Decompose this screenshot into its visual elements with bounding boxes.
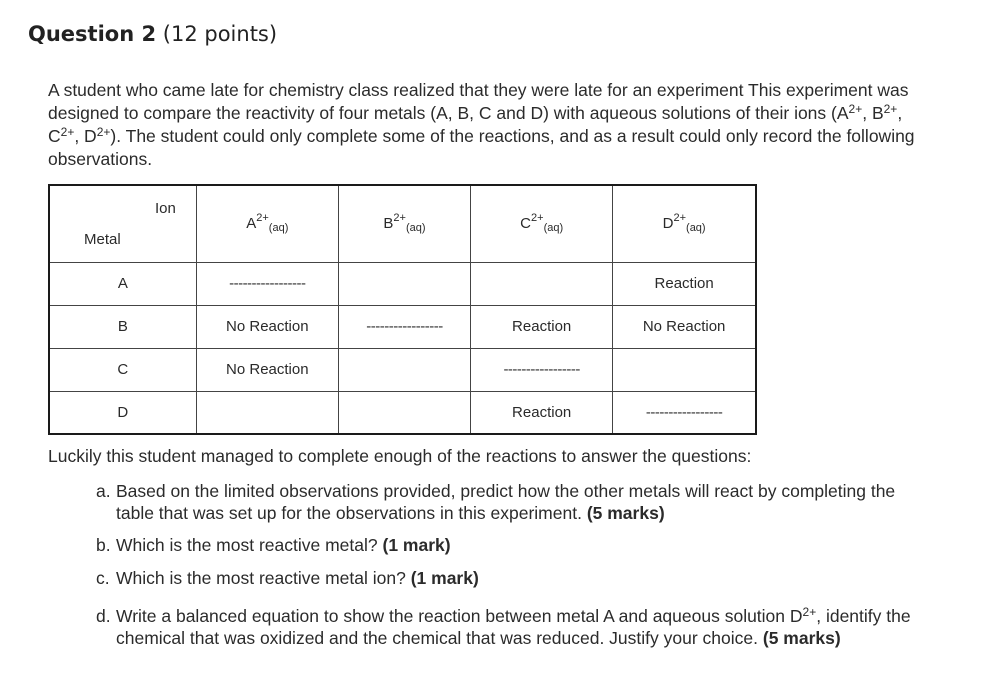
question-title <box>28 22 277 46</box>
table-cell <box>471 262 613 305</box>
table-cell: ----------------- <box>471 348 613 391</box>
corner-ion-label: Ion <box>155 200 176 217</box>
table-header-row <box>49 185 756 262</box>
table-row <box>49 305 756 348</box>
metal-label: C <box>49 348 196 391</box>
question-d <box>96 605 926 649</box>
charge-superscript: 2+ <box>883 102 898 116</box>
question-text: Which is the most reactive metal ion? <box>116 568 406 588</box>
table-cell <box>338 391 470 434</box>
ion-header-a: $A^{2+}_{(aq)}$ <box>196 185 338 262</box>
question-letter: c. <box>96 568 110 588</box>
question-letter: a. <box>96 481 111 501</box>
table-cell <box>196 391 338 434</box>
question-marks: (1 mark) <box>382 535 451 555</box>
ion-header-b: $B^{2+}_{(aq)}$ <box>338 185 470 262</box>
intro-ion-b: , B <box>862 103 884 123</box>
question-c <box>96 567 926 589</box>
table-cell: No Reaction <box>196 348 338 391</box>
table-cell: ----------------- <box>196 262 338 305</box>
table-cell: Reaction <box>471 305 613 348</box>
charge-superscript: 2+ <box>60 125 75 139</box>
question-text-cont: , identify the chemical that was oxidized and the chemical that was reduced. Justify your choice. <box>116 606 911 648</box>
table-row <box>49 348 756 391</box>
question-marks: (1 mark) <box>410 568 479 588</box>
table-cell: No Reaction <box>196 305 338 348</box>
question-points: (12 points) <box>162 22 278 46</box>
table-cell <box>338 262 470 305</box>
intro-paragraph <box>48 79 928 171</box>
corner-metal-label: Metal <box>84 231 121 248</box>
question-text: Write a balanced equation to show the reaction between metal A and aqueous solution D <box>116 606 803 626</box>
question-marks: (5 marks) <box>762 628 841 648</box>
observation-table <box>48 184 757 435</box>
charge-superscript: 2+ <box>96 125 111 139</box>
intro-text: A student who came late for chemistry class realized that they were late for an experiment This experiment was designed to compare the reactivity of four metals (A, B, C and D) with aqueous solutions of their ions (A <box>48 80 909 123</box>
ion-header-d: $D^{2+}_{(aq)}$ <box>613 185 756 262</box>
charge-superscript: 2+ <box>848 102 863 116</box>
table-cell: Reaction <box>613 262 756 305</box>
table-cell <box>613 348 756 391</box>
intro-text-end: ). The student could only complete some of the reactions, and as a result could only record the following observations. <box>48 126 915 169</box>
question-marks: (5 marks) <box>586 503 665 523</box>
question-number: Question 2 <box>28 22 157 46</box>
intro-ion-d: , D <box>74 126 97 146</box>
table-cell: No Reaction <box>613 305 756 348</box>
table-row <box>49 262 756 305</box>
metal-label: B <box>49 305 196 348</box>
table-cell: ----------------- <box>613 391 756 434</box>
table-cell: Reaction <box>471 391 613 434</box>
question-text: Based on the limited observations provided, predict how the other metals will react by completing the table that was set up for the observations in this experiment. <box>116 481 896 523</box>
table-row <box>49 391 756 434</box>
question-b <box>96 534 926 556</box>
question-letter: b. <box>96 535 111 555</box>
follow-text: Luckily this student managed to complete enough of the reactions to answer the questions: <box>48 446 752 466</box>
question-a <box>96 480 926 524</box>
table-cell <box>338 348 470 391</box>
table-cell: ----------------- <box>338 305 470 348</box>
corner-cell <box>49 185 196 262</box>
charge-superscript: 2+ <box>802 605 817 619</box>
question-letter: d. <box>96 606 111 626</box>
ion-header-c: $C^{2+}_{(aq)}$ <box>471 185 613 262</box>
metal-label: D <box>49 391 196 434</box>
metal-label: A <box>49 262 196 305</box>
question-text: Which is the most reactive metal? <box>116 535 378 555</box>
intro-ion-c: , C <box>48 103 903 146</box>
